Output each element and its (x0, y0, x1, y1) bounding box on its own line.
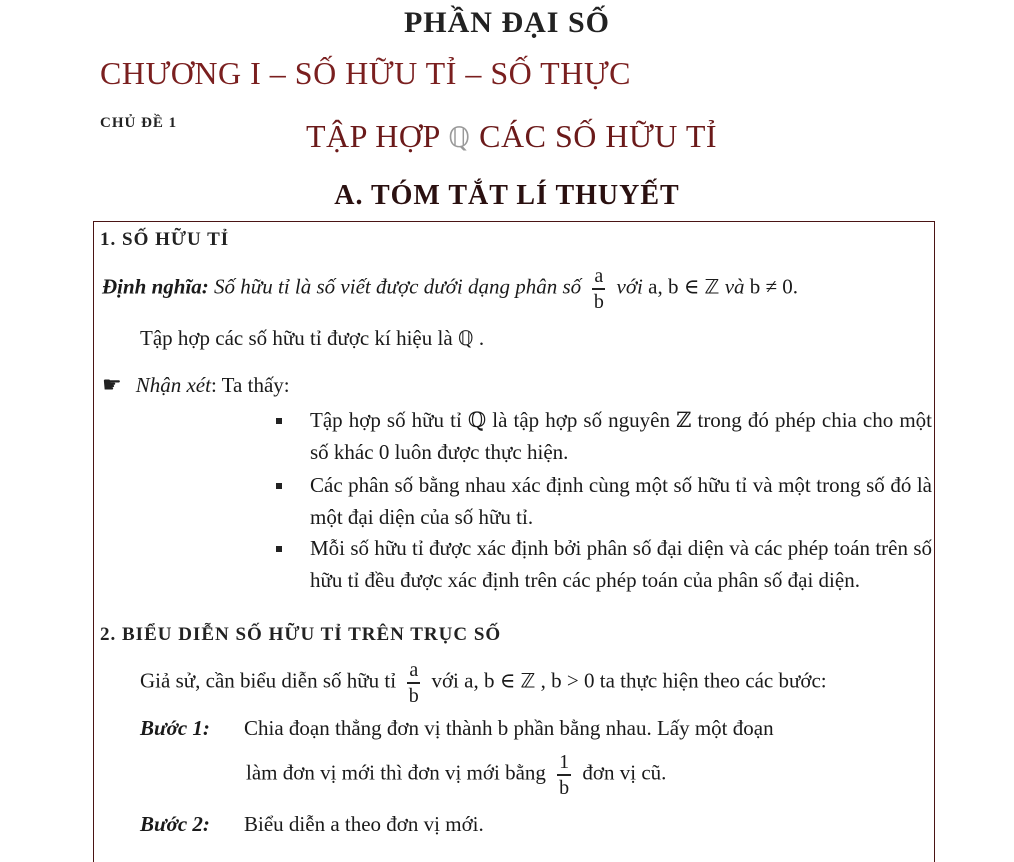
rational-set-symbol-inline: ℚ (457, 326, 474, 350)
set-notation-end: . (478, 326, 485, 350)
fraction-denominator: b (559, 776, 570, 799)
step-1-label: Bước 1: (140, 716, 210, 740)
fraction-numerator: a (409, 659, 419, 681)
part-title: PHẦN ĐẠI SỐ (403, 6, 610, 39)
bullet-marker (276, 546, 282, 552)
step-2-label: Bước 2: (140, 812, 210, 836)
chapter-title: CHƯƠNG I – SỐ HỮU TỈ – SỐ THỰC (100, 55, 631, 91)
topic-title (306, 118, 717, 155)
definition-text: Số hữu tỉ là số viết được dưới dạng phân số (214, 274, 582, 299)
intro-text-1: Giả sử, cần biểu diễn số hữu tỉ (140, 668, 397, 693)
bullet-marker (276, 483, 282, 489)
bullet-item-2: Các phân số bằng nhau xác định cùng một số hữu tỉ và một trong số đó là một đại diện của số hữu tỉ. (310, 473, 932, 529)
integer-set-symbol-2: ℤ (520, 668, 536, 693)
remark-line (102, 373, 290, 398)
integer-set-symbol: ℤ (704, 274, 720, 299)
step-1-text: Chia đoạn thẳng đơn vị thành b phần bằng nhau. Lấy một đoạn (244, 716, 774, 740)
bullet-item-3: Mỗi số hữu tỉ được xác định bởi phân số đại diện và các phép toán trên số hữu tỉ đều được xác định trên các phép toán của phân số đại diện. (310, 536, 932, 592)
definition-cond-ab: a, b ∈ (648, 274, 700, 299)
definition-cond-and: và (724, 274, 745, 299)
remark-label: Nhận xét (135, 373, 211, 397)
representation-intro (140, 660, 827, 706)
intro-text-2: với a, b ∈ (431, 668, 516, 693)
topic-title-suffix: CÁC SỐ HỮU TỈ (479, 118, 718, 154)
definition-cond-with: với (616, 274, 643, 299)
topic-tag: CHỦ ĐỀ 1 (100, 115, 178, 131)
fraction-numerator: 1 (559, 751, 570, 773)
step-2-line (140, 812, 484, 837)
bullet-item-1: Tập hợp số hữu tỉ ℚ là tập hợp số nguyên ℤ trong đó phép chia cho một số khác 0 luôn được thực hiện. (310, 408, 932, 464)
definition-cond-b: b ≠ 0. (749, 274, 799, 299)
step-1-text-2: làm đơn vị mới thì đơn vị mới bằng (246, 760, 546, 785)
definition-label: Định nghĩa: (102, 274, 209, 299)
fraction-denominator: b (593, 290, 604, 313)
set-notation-text: Tập hợp các số hữu tỉ được kí hiệu là (140, 326, 453, 350)
step-1-text-3: đơn vị cũ. (582, 760, 667, 785)
definition-line (102, 266, 798, 312)
step-2-text: Biểu diễn a theo đơn vị mới. (244, 812, 484, 836)
section-2-heading: 2. BIỂU DIỄN SỐ HỮU TỈ TRÊN TRỤC SỐ (100, 624, 502, 645)
bullet-marker (276, 418, 282, 424)
pointing-hand-icon: ☛ (102, 373, 122, 398)
step-1-line-2 (246, 752, 666, 798)
fraction-numerator: a (594, 265, 604, 287)
section-heading: A. TÓM TẮT LÍ THUYẾT (334, 180, 680, 211)
fraction-a-over-b (592, 266, 605, 312)
set-notation-line (140, 326, 484, 351)
step-1-line (140, 716, 774, 741)
intro-text-3: , b > 0 ta thực hiện theo các bước: (540, 668, 827, 693)
rational-set-symbol: ℚ (448, 121, 471, 154)
fraction-denominator: b (408, 684, 419, 707)
fraction-one-over-b (557, 752, 571, 798)
section-1-heading: 1. SỐ HỮU TỈ (100, 229, 230, 250)
remark-text: : Ta thấy: (210, 373, 290, 397)
fraction-a-over-b-2 (407, 660, 420, 706)
topic-title-prefix: TẬP HỢP (306, 118, 440, 154)
